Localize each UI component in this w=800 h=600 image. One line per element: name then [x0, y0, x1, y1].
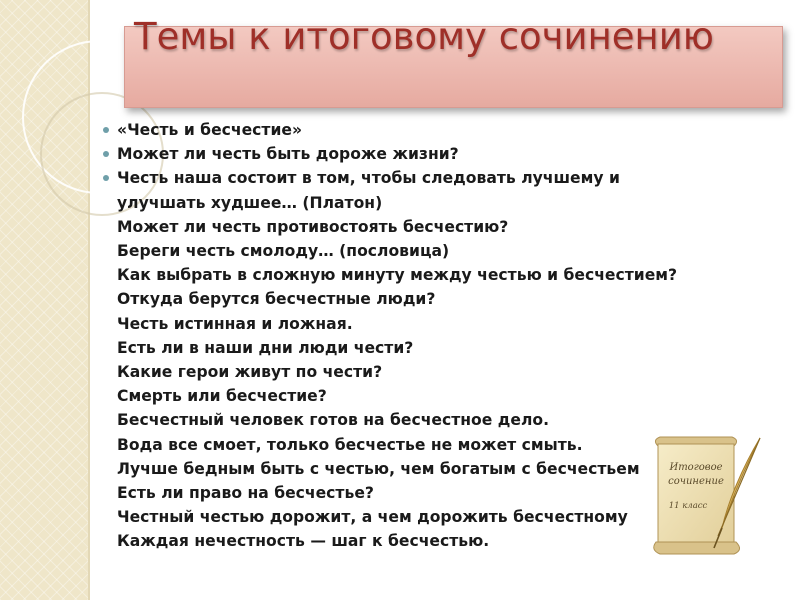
- bullet-icon: [103, 151, 109, 157]
- topic-text: Откуда берутся бесчестные люди?: [117, 290, 436, 309]
- topic-text: Честный честью дорожит, а чем дорожить бесчестному: [117, 508, 628, 527]
- topic-text: Каждая нечестность — шаг к бесчестью.: [117, 532, 490, 551]
- topic-text: Есть ли право на бесчестье?: [117, 484, 374, 503]
- topic-item: [103, 336, 663, 360]
- topic-item: [103, 166, 663, 190]
- bullet-icon: [103, 127, 109, 133]
- topic-item: [103, 118, 663, 142]
- scroll-and-quill-icon: [648, 432, 768, 560]
- topic-text: улучшать худшее… (Платон): [117, 193, 383, 212]
- topic-item: [103, 239, 663, 263]
- topic-text: Может ли честь быть дороже жизни?: [117, 145, 459, 164]
- topic-text: Есть ли в наши дни люди чести?: [117, 338, 414, 357]
- topic-item: [103, 505, 663, 529]
- slide-title: Темы к итоговому сочинению: [134, 15, 714, 58]
- topic-item: [103, 191, 663, 215]
- topic-item: [103, 312, 663, 336]
- topic-text: Бесчестный человек готов на бесчестное дело.: [117, 411, 549, 430]
- topic-item: [103, 384, 663, 408]
- topic-item: [103, 529, 663, 553]
- topic-item: [103, 457, 663, 481]
- topic-text: Честь истинная и ложная.: [117, 314, 353, 333]
- scroll-line-1: Итоговое: [669, 462, 723, 473]
- topic-list: [103, 118, 678, 554]
- topic-item: [103, 142, 663, 166]
- scroll-line-3: 11 класс: [668, 501, 708, 511]
- topic-text: Честь наша состоит в том, чтобы следовать лучшему и: [117, 169, 620, 188]
- topic-item: [103, 408, 663, 432]
- topic-text: Смерть или бесчестие?: [117, 387, 327, 406]
- topic-text: Какие герои живут по чести?: [117, 363, 383, 382]
- topic-text: Может ли честь противостоять бесчестию?: [117, 217, 509, 236]
- topic-text: Вода все смоет, только бесчестье не может смыть.: [117, 435, 583, 454]
- topic-item: [103, 481, 663, 505]
- topic-text: Береги честь смолоду… (пословица): [117, 242, 450, 261]
- topic-item: [103, 360, 663, 384]
- topic-item: [103, 287, 663, 311]
- topic-text: Как выбрать в сложную минуту между честью и бесчестием?: [117, 266, 678, 285]
- topic-text: «Честь и бесчестие»: [117, 121, 303, 139]
- bullet-icon: [103, 175, 109, 181]
- scroll-line-2: сочинение: [668, 476, 724, 487]
- topic-item: [103, 433, 663, 457]
- topic-item: [103, 263, 678, 287]
- topic-item: [103, 215, 663, 239]
- topic-text: Лучше бедным быть с честью, чем богатым с бесчестьем: [117, 459, 640, 478]
